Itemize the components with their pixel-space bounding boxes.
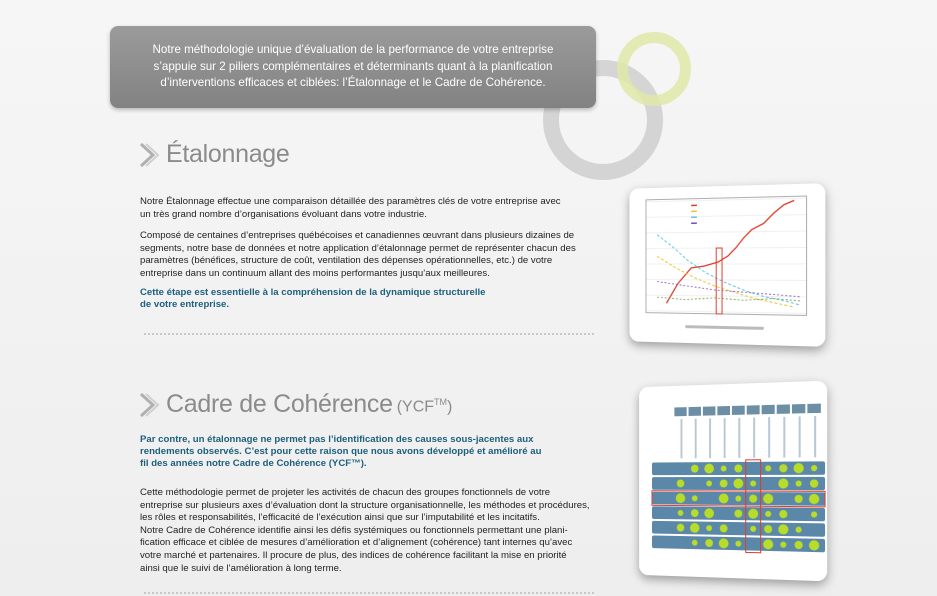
text-line: Par contre, un étalonnage ne permet pas l’identification des causes sous-jacentes aux: [140, 434, 534, 445]
etalonnage-highlight: [140, 287, 486, 311]
cadre-highlight: [140, 434, 541, 470]
intro-line: s’appuie sur 2 piliers complémentaires et déterminants quant à la planification: [153, 59, 553, 73]
coherence-matrix-image: [639, 381, 827, 582]
section-title: Cadre de Cohérence: [166, 390, 393, 418]
text-line: fil des années notre Cadre de Cohérence (YCF™).: [140, 458, 367, 469]
text-line: fication efficace et ciblée de mesures d’amélioration et d’alignement (cohérence) tant internes qu’avec: [140, 537, 573, 549]
text-line: segments, notre base de données et notre application d’étalonnage permet de représenter chacun des: [140, 242, 576, 254]
text-line: Cette étape est essentielle à la compréhension de la dynamique structurelle: [140, 287, 486, 298]
text-line: ainsi que le suivi de l’amélioration à long terme.: [140, 562, 342, 574]
chevron-right-icon: [138, 142, 160, 168]
coherence-matrix-graphic: [639, 381, 827, 582]
text-line: entreprise dans un continuum allant des moins performantes jusqu’aux meilleures.: [140, 267, 490, 279]
decorative-circle-lime: [617, 32, 691, 106]
cadre-heading: [138, 390, 452, 419]
text-line: de votre entreprise.: [140, 299, 230, 310]
benchmark-chart-graphic: [629, 183, 825, 347]
text-line: Composé de centaines d’entreprises québécoises et canadiennes œuvrant dans plusieurs dizaines de: [140, 230, 575, 241]
text-line: paramètres (bénéfices, structure de coût, ventilation des dépenses opérationnelles, etc.) de votre: [140, 255, 553, 267]
trademark: TM: [434, 396, 448, 407]
section-title-suffix: [397, 397, 453, 416]
text-line: Notre Étalonnage effectue une comparaison détaillée des paramètres clés de votre entreprise avec: [140, 196, 561, 207]
etalonnage-paragraph-1: [140, 196, 561, 221]
text-line: Cette méthodologie permet de projeter les activités de chacun des groupes fonctionnels de votre: [140, 487, 551, 498]
suffix-close: ): [447, 398, 453, 416]
text-line: entreprise sur plusieurs axes d’évaluation dont la structure organisationnelle, les méthodes et procédures,: [140, 499, 590, 511]
text-line: votre marché et partenaires. Il procure de plus, des indices de cohérence facilitant la mise en priorité: [140, 549, 567, 561]
etalonnage-heading: [138, 140, 290, 169]
text-line: les rôles et responsabilités, l’efficacité de l’exécution ainsi que sur l’imputabilité et les incitatifs.: [140, 512, 540, 524]
chevron-right-icon: [138, 392, 160, 418]
suffix-text: (YCF: [396, 398, 435, 416]
section-divider: [144, 333, 594, 335]
intro-line: d’interventions efficaces et ciblées: l’Étalonnage et le Cadre de Cohérence.: [160, 76, 546, 89]
section-divider: [144, 592, 594, 594]
intro-line: Notre méthodologie unique d’évaluation de la performance de votre entreprise: [152, 43, 554, 56]
benchmark-chart-image: [629, 183, 825, 347]
text-line: Notre Cadre de Cohérence identifie ainsi les défis systémiques ou fonctionnels permettant une plani-: [140, 524, 568, 536]
text-line: un très grand nombre d’organisations évoluant dans votre industrie.: [140, 208, 427, 220]
text-line: rendements observés. C’est pour cette raison que nous avons développé et amélioré au: [140, 446, 542, 457]
etalonnage-paragraph-2: [140, 230, 576, 280]
intro-box: [110, 26, 596, 108]
section-title: Étalonnage: [166, 140, 290, 168]
cadre-paragraph: [140, 487, 590, 575]
